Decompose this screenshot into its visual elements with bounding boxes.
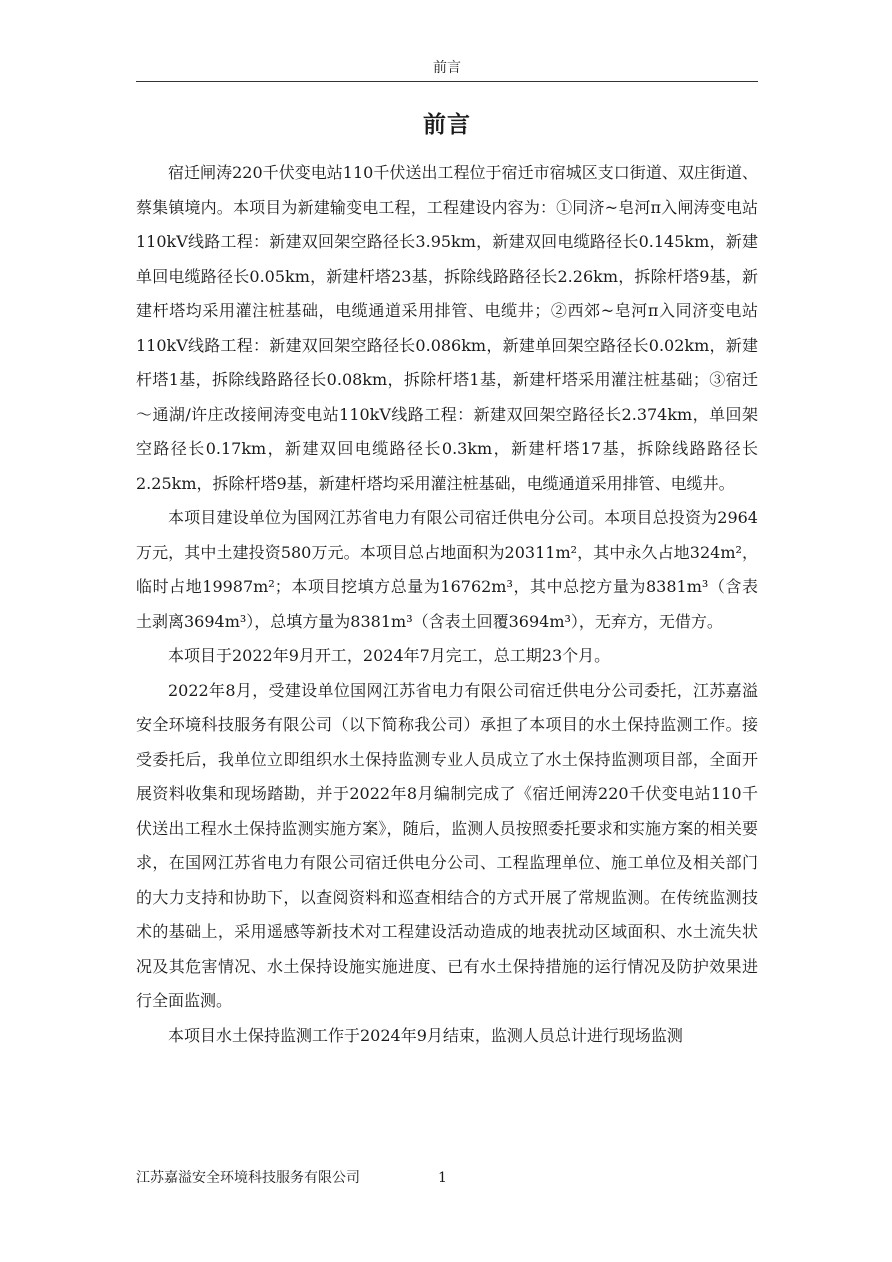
paragraph: 2022年8月，受建设单位国网江苏省电力有限公司宿迁供电分公司委托，江苏嘉溢安全环境科技服务有限公司（以下简称我公司）承担了本项目的水土保持监测工作。接受委托后，我单位立即组织水土保持监测专业人员成立了水土保持监测项目部，全面开展资料收集和现场踏勘，并于2022年8月编制完成了《宿迁闸涛220千伏变电站110千伏送出工程水土保持监测实施方案》，随后，监测人员按照委托要求和实施方案的相关要求，在国网江苏省电力有限公司宿迁供电分公司、工程监理单位、施工单位及相关部门的大力支持和协助下，以查阅资料和巡查相结合的方式开展了常规监测。在传统监测技术的基础上，采用遥感等新技术对工程建设活动造成的地表扰动区域面积、水土流失状况及其危害情况、水土保持设施实施进度、已有水土保持措施的运行情况及防护效果进行全面监测。 xyxy=(136,680,758,1010)
paragraph: 宿迁闸涛220千伏变电站110千伏送出工程位于宿迁市宿城区支口街道、双庄街道、蔡集镇境内。本项目为新建输变电工程，工程建设内容为：①同济~皂河π入闸涛变电站110kV线路工程：新建双回架空路径长3.95km，新建双回电缆路径长0.145km，新建单回电缆路径长0.05km，新建杆塔23基，拆除线路路径长2.26km，拆除杆塔9基，新建杆塔均采用灌注桩基础，电缆通道采用排管、电缆井；②西郊~皂河π入同济变电站110kV线路工程：新建双回架空路径长0.086km，新建单回架空路径长0.02km，新建杆塔1基，拆除线路路径长0.08km，拆除杆塔1基，新建杆塔采用灌注桩基础；③宿迁～通湖/许庄改接闸涛变电站110kV线路工程：新建双回架空路径长2.374km，单回架空路径长0.17km，新建双回电缆路径长0.3km，新建杆塔17基，拆除线路路径长2.25km，拆除杆塔9基，新建杆塔均采用灌注桩基础，电缆通道采用排管、电缆井。 xyxy=(136,163,758,493)
paragraph: 本项目水土保持监测工作于2024年9月结束，监测人员总计进行现场监测 xyxy=(168,1025,683,1045)
page-number: 1 xyxy=(438,1170,447,1186)
page-title: 前言 xyxy=(423,111,471,138)
header-divider xyxy=(136,81,758,82)
body-text xyxy=(136,156,758,1053)
running-header: 前言 xyxy=(433,60,461,76)
paragraph: 本项目于2022年9月开工，2024年7月完工，总工期23个月。 xyxy=(168,646,611,665)
footer-company: 江苏嘉溢安全环境科技服务有限公司 xyxy=(136,1170,360,1186)
paragraph: 本项目建设单位为国网江苏省电力有限公司宿迁供电分公司。本项目总投资为2964万元，其中土建投资580万元。本项目总占地面积为20311m²，其中永久占地324m²，临时占地19987m²；本项目挖填方总量为16762m³，其中总挖方量为8381m³（含表土剥离3694m³），总填方量为8381m³（含表土回覆3694m³），无弃方，无借方。 xyxy=(136,508,758,631)
